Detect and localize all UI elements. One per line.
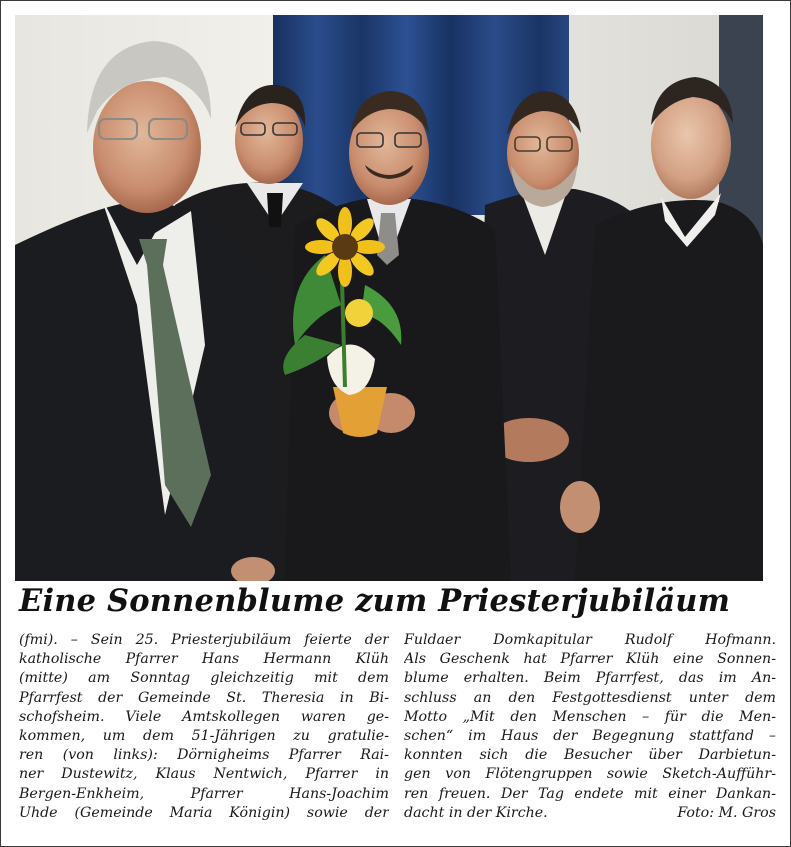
text-line: (mitte) am Sonntag gleichzeitig mit dem bbox=[19, 670, 389, 687]
article-headline: Eine Sonnenblume zum Priesterjubiläum bbox=[19, 583, 731, 619]
text-line: Als Geschenk hat Pfarrer Klüh eine Sonnen- bbox=[404, 651, 776, 668]
text-line: dacht in der Kirche. bbox=[404, 804, 548, 821]
group-photo bbox=[15, 15, 763, 581]
text-line: ren freuen. Der Tag endete mit einer Dankan- bbox=[404, 785, 776, 802]
text-line: schluss an den Festgottesdienst unter dem bbox=[404, 689, 776, 706]
text-line: Uhde (Gemeinde Maria Königin) sowie der bbox=[19, 804, 389, 821]
text-line: katholische Pfarrer Hans Hermann Klüh bbox=[19, 651, 389, 668]
text-line: ner Dustewitz, Klaus Nentwich, Pfarrer in bbox=[19, 766, 389, 783]
text-line: gen von Flötengruppen sowie Sketch-Aufführ- bbox=[404, 766, 776, 783]
text-line: konnten sich die Besucher über Darbietun- bbox=[404, 747, 776, 764]
text-line: Fuldaer Domkapitular Rudolf Hofmann. bbox=[404, 632, 776, 648]
last-line-with-credit bbox=[404, 804, 776, 823]
text-line: ren (von links): Dörnigheims Pfarrer Rai- bbox=[19, 747, 389, 764]
text-line: Motto „Mit den Menschen – für die Men- bbox=[404, 708, 776, 725]
photo-credit: Foto: M. Gros bbox=[677, 804, 776, 821]
text-line: schofsheim. Viele Amtskollegen waren ge- bbox=[19, 708, 389, 725]
text-line: blume erhalten. Beim Pfarrfest, das im An- bbox=[404, 670, 776, 687]
article-text-right-column bbox=[404, 631, 776, 823]
article-text-left-column bbox=[19, 631, 389, 823]
text-line: Bergen-Enkheim, Pfarrer Hans-Joachim bbox=[19, 785, 389, 802]
text-line: Pfarrfest der Gemeinde St. Theresia in Bi- bbox=[19, 689, 389, 706]
text-line: schen“ im Haus der Begegnung stattfand – bbox=[404, 727, 776, 744]
text-line: (fmi). – Sein 25. Priesterjubiläum feierte der bbox=[19, 632, 389, 648]
text-line: kommen, um dem 51-Jährigen zu gratulie- bbox=[19, 727, 389, 744]
